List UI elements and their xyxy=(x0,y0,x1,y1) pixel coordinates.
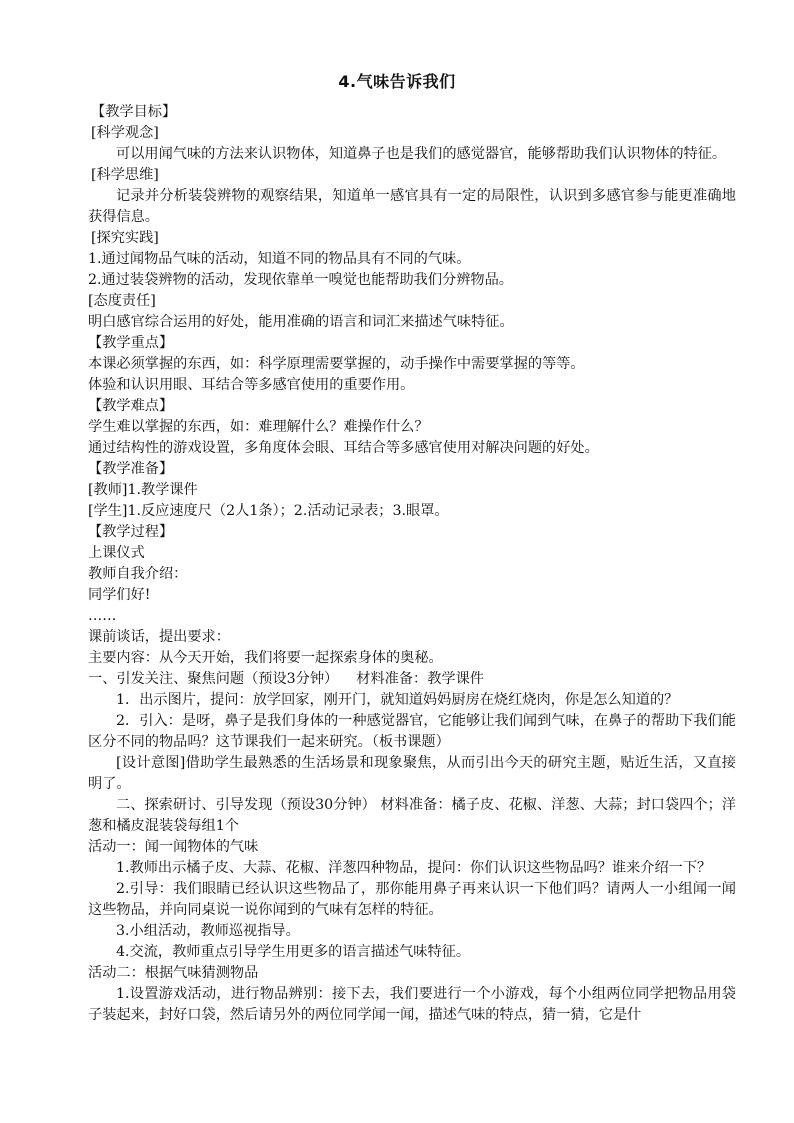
paragraph: 可以用闻气味的方法来认识物体，知道鼻子也是我们的感觉器官，能够帮助我们认识物体的特征。 xyxy=(116,146,727,162)
paragraph: 3.小组活动，教师巡视指导。 xyxy=(116,923,300,939)
paragraph: 上课仪式 xyxy=(88,545,145,561)
paragraph: 明白感官综合运用的好处，能用准确的语言和词汇来描述气味特征。 xyxy=(88,314,514,330)
section-heading-key-points: 【教学重点】 xyxy=(88,335,174,351)
subheading-inquiry-practice: [探究实践] xyxy=(91,230,159,246)
paragraph: 课前谈话，提出要求： xyxy=(88,629,230,645)
design-intent: [设计意图]借助学生最熟悉的生活场景和现象聚焦，从而引出今天的研究主题，贴近生活，又直接明了。 xyxy=(88,755,736,792)
subheading-science-thinking: [科学思维] xyxy=(91,167,159,183)
stage-heading-one: 一、引发关注、聚焦问题（预设3分钟） 材料准备：教学课件 xyxy=(88,671,484,687)
section-heading-preparation: 【教学准备】 xyxy=(88,461,174,477)
paragraph: 通过结构性的游戏设置，多角度体会眼、耳结合等多感官使用对解决问题的好处。 xyxy=(88,440,599,456)
paragraph: 1．出示图片，提问：放学回家，刚开门，就知道妈妈厨房在烧红烧肉，你是怎么知道的？ xyxy=(116,692,679,708)
section-heading-objectives: 【教学目标】 xyxy=(91,104,177,120)
ellipsis: …… xyxy=(88,608,117,624)
paragraph: 2.引导：我们眼睛已经认识这些物品了，那你能用鼻子再来认识一下他们吗？请两人一小组闻一闻这些物品，并向同桌说一说你闻到的气味有怎样的特征。 xyxy=(88,881,736,918)
paragraph: 学生难以掌握的东西，如：难理解什么？难操作什么？ xyxy=(88,419,429,435)
paragraph: [教师]1.教学课件 xyxy=(88,482,198,498)
paragraph: 教师自我介绍： xyxy=(88,566,188,582)
section-heading-difficulties: 【教学难点】 xyxy=(88,398,174,414)
paragraph: 1.设置游戏活动，进行物品辨别：接下去，我们要进行一个小游戏，每个小组两位同学把物品用袋子装起来，封好口袋，然后请另外的两位同学闻一闻，描述气味的特点，猜一猜，它是什 xyxy=(88,986,736,1023)
subheading-science-concept: [科学观念] xyxy=(91,125,159,141)
paragraph: 记录并分析装袋辨物的观察结果，知道单一感官具有一定的局限性，认识到多感官参与能更准确地获得信息。 xyxy=(88,188,736,225)
paragraph: 同学们好! xyxy=(88,587,151,603)
subheading-attitude: [态度责任] xyxy=(88,293,156,309)
paragraph: 4.交流，教师重点引导学生用更多的语言描述气味特征。 xyxy=(116,944,471,960)
section-heading-process: 【教学过程】 xyxy=(88,524,174,540)
document-body xyxy=(88,102,736,1026)
document-title: 4.气味告诉我们 xyxy=(338,72,456,91)
stage-heading-two: 二、探索研讨、引导发现（预设30分钟） 材料准备：橘子皮、花椒、洋葱、大蒜；封口袋四个；洋葱和橘皮混装袋每组1个 xyxy=(88,797,736,834)
paragraph: 1.教师出示橘子皮、大蒜、花椒、洋葱四种物品，提问：你们认识这些物品吗？谁来介绍一下？ xyxy=(116,860,712,876)
paragraph: 主要内容：从今天开始，我们将要一起探索身体的奥秘。 xyxy=(88,650,443,666)
paragraph: 本课必须掌握的东西，如：科学原理需要掌握的，动手操作中需要掌握的等等。 xyxy=(88,356,585,372)
paragraph: 2.通过装袋辨物的活动，发现依靠单一嗅觉也能帮助我们分辨物品。 xyxy=(88,272,513,288)
paragraph: 2．引入：是呀，鼻子是我们身体的一种感觉器官，它能够让我们闻到气味，在鼻子的帮助下我们能区分不同的物品吗？这节课我们一起来研究。（板书课题） xyxy=(88,713,736,750)
activity-heading-two: 活动二：根据气味猜测物品 xyxy=(88,965,259,981)
paragraph: [学生]1.反应速度尺（2人1条）；2.活动记录表；3.眼罩。 xyxy=(88,503,449,519)
paragraph: 1.通过闻物品气味的活动，知道不同的物品具有不同的气味。 xyxy=(88,251,471,267)
paragraph: 体验和认识用眼、耳结合等多感官使用的重要作用。 xyxy=(88,377,415,393)
activity-heading-one: 活动一：闻一闻物体的气味 xyxy=(88,839,259,855)
